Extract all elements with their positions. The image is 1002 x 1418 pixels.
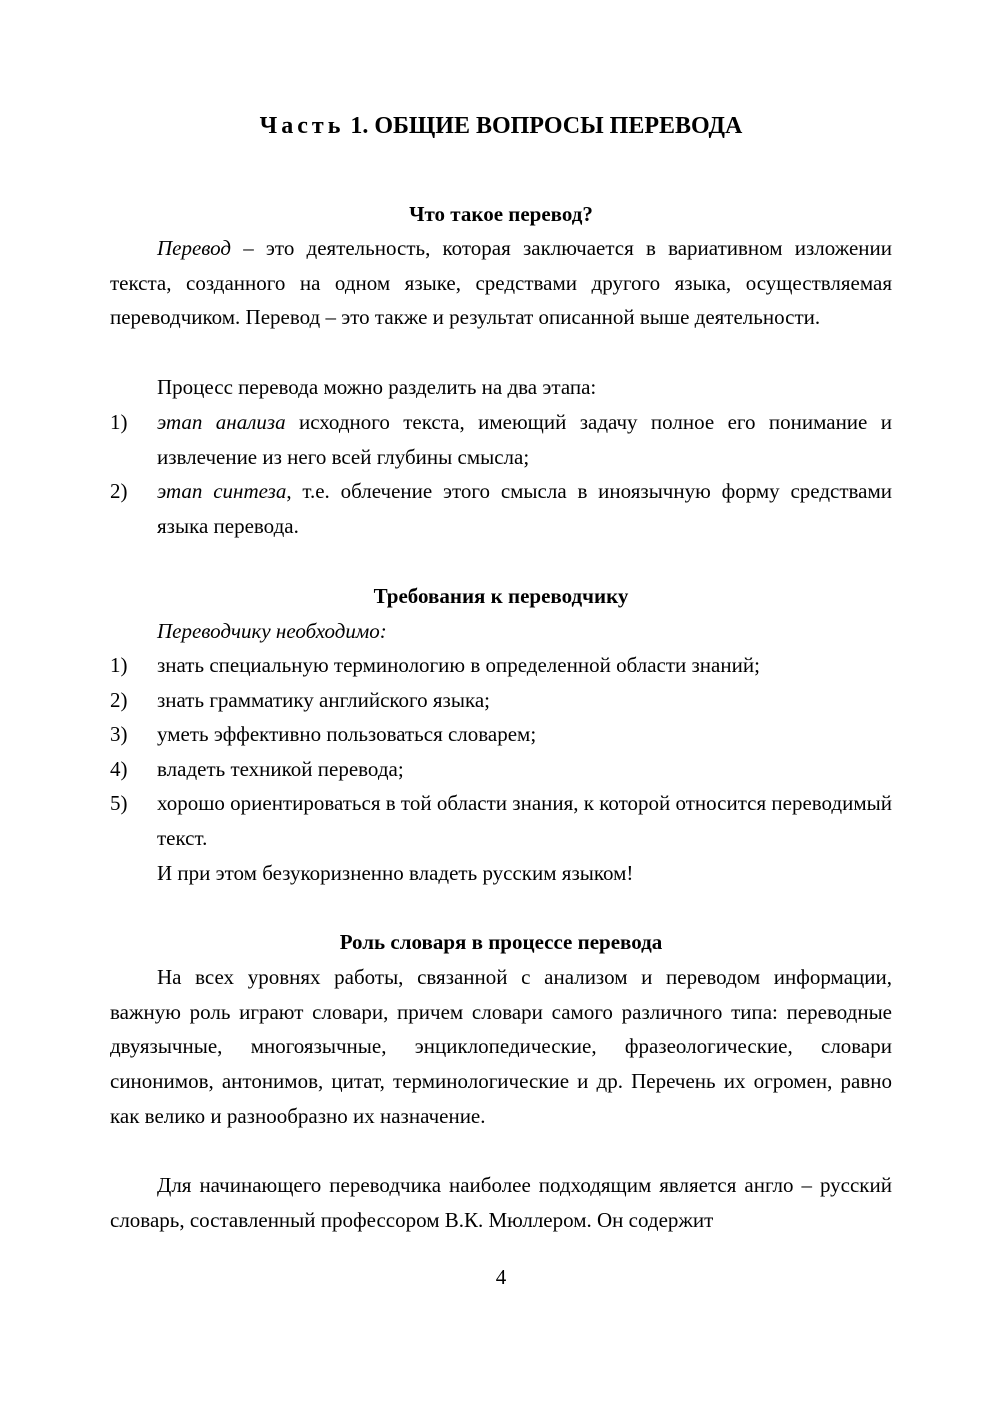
list-item-number: 4) [110,757,128,781]
list-item [110,405,892,474]
list-item-number: 2) [110,479,128,503]
list-item [110,786,892,855]
list-item-text: хорошо ориентироваться в той области знания, к которой относится переводимый текст. [157,791,892,850]
definition-text: – это деятельность, которая заключается в вариативном изложении текста, созданного на одном языке, средствами другого языка, осуществляемая переводчиком. Перевод – это также и результат описанной выше деятельности. [110,236,892,330]
section-heading-dictionary-role: Роль словаря в процессе перевода [339,930,663,954]
requirements-intro: Переводчику необходимо: [157,619,387,643]
part-title [110,110,892,142]
list-item-text: знать грамматику английского языка; [157,688,490,712]
list-item-number: 1) [110,410,128,434]
list-item [110,683,892,718]
section-heading-translator-requirements: Требования к переводчику [373,584,629,608]
list-item-text: владеть техникой перевода; [157,757,404,781]
list-item-text: , т.е. облечение этого смысла в иноязычную форму средствами языка перевода. [157,479,892,538]
list-item-text: уметь эффективно пользоваться словарем; [157,722,537,746]
list-item-number: 3) [110,722,128,746]
dictionary-recommendation-paragraph: Для начинающего переводчика наиболее подходящим является англо – русский словарь, составленный профессором В.К. Мюллером. Он содержит [110,1173,892,1232]
part-title-text: 1. ОБЩИЕ ВОПРОСЫ ПЕРЕВОДА [344,113,743,139]
list-item [110,648,892,683]
stages-intro: Процесс перевода можно разделить на два этапа: [157,375,597,399]
list-item-term: этап синтеза [157,479,287,503]
dictionary-paragraph: На всех уровнях работы, связанной с анализом и переводом информации, важную роль играют словари, причем словари самого различного типа: переводные двуязычные, многоязычные, энциклопедические, фразеологические, словари синонимов, антонимов, цитат, терминологические и др. Перечень их огромен, равно как велико и разнообразно их назначение. [110,965,892,1128]
list-item [110,474,892,543]
list-item [110,717,892,752]
list-item-number: 1) [110,653,128,677]
page-number: 4 [495,1265,507,1289]
list-item-term: этап анализа [157,410,286,434]
requirements-closing: И при этом безукоризненно владеть русским языком! [157,861,634,885]
section-heading-what-is-translation: Что такое перевод? [409,202,593,226]
list-item-text: знать специальную терминологию в определенной области знаний; [157,653,760,677]
list-item-number: 2) [110,688,128,712]
list-item-text: исходного текста, имеющий задачу полное его понимание и извлечение из него всей глубины смысла; [157,410,892,469]
term-translation: Перевод [157,236,231,260]
list-item-number: 5) [110,791,128,815]
part-title-word: Часть [259,113,345,139]
list-item [110,752,892,787]
definition-paragraph [110,231,892,335]
document-page [110,0,892,1418]
